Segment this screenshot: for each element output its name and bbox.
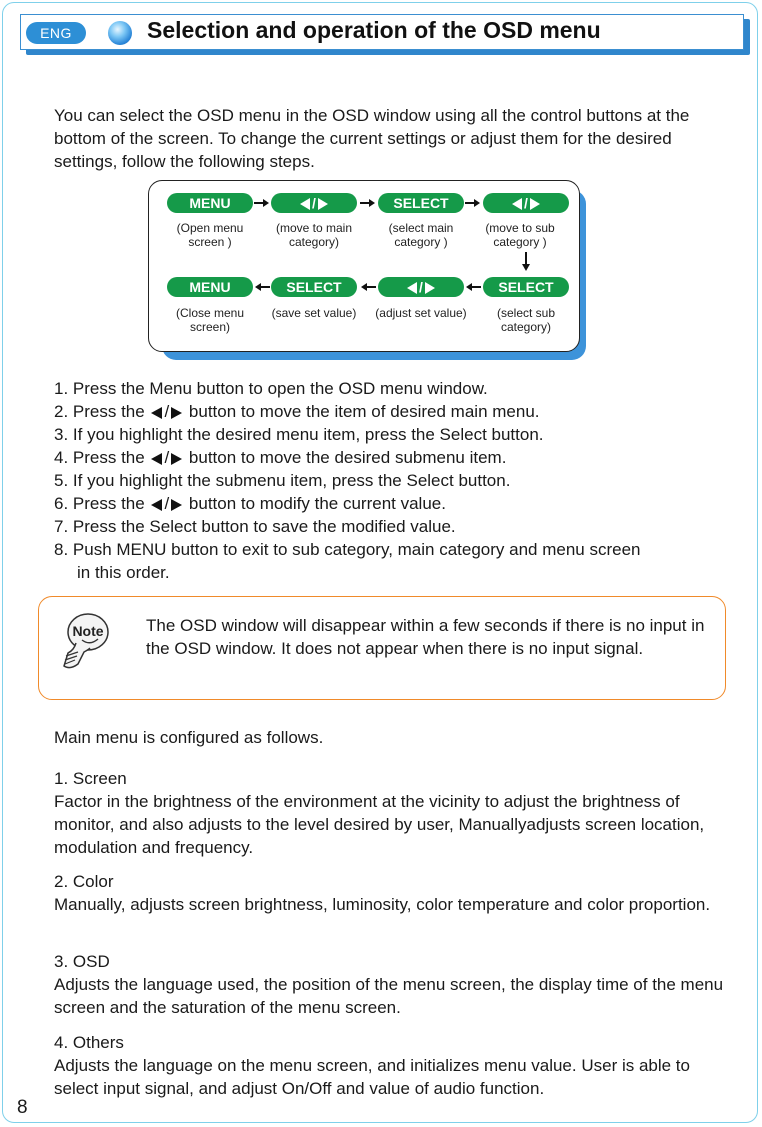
step-6	[54, 492, 641, 515]
step-text: button to move the item of desired main menu.	[188, 402, 540, 421]
note-text: The OSD window will disappear within a few seconds if there is no input in the OSD window. It does not appear when there is no input signal.	[146, 616, 705, 658]
flow-arrow-right-icon	[360, 197, 376, 209]
step-3: 3. If you highlight the desired menu item, press the Select button.	[54, 425, 544, 444]
title-bullet-icon	[108, 21, 132, 45]
flow-arrow-right-icon	[254, 197, 270, 209]
menu-item-title-others: 4. Others	[54, 1033, 124, 1052]
main-menu-intro: Main menu is configured as follows.	[54, 728, 324, 747]
caption-move-main: (move to main category)	[275, 221, 353, 249]
menu-item-title-screen: 1. Screen	[54, 769, 127, 788]
menu-item-desc-screen: Factor in the brightness of the environment at the vicinity to adjust the brightness of monitor, and also adjusts to the level desired by user, Manuallyadjusts screen location, modulation and frequency.	[54, 792, 705, 857]
step-8-continued: in this order.	[77, 563, 170, 582]
page-number: 8	[17, 1097, 28, 1118]
caption-select-sub: (select sub category)	[496, 306, 556, 334]
step-5: 5. If you highlight the submenu item, press the Select button.	[54, 471, 511, 490]
step-text: 2. Press the	[54, 402, 145, 421]
left-arrow-icon	[150, 498, 163, 512]
step-8: 8. Push MENU button to exit to sub category, main category and menu screen	[54, 540, 641, 559]
right-arrow-icon	[170, 452, 183, 466]
intro-paragraph: You can select the OSD menu in the OSD window using all the control buttons at the bottom of the screen. To change the current settings or adjust them for the desired settings, follow the following steps.	[54, 106, 690, 171]
flow-arrow-down-icon	[520, 252, 532, 272]
flow-arrow-left-icon	[465, 281, 481, 293]
menu-item-title-color: 2. Color	[54, 872, 114, 891]
page-title: Selection and operation of the OSD menu	[147, 17, 601, 43]
step-text: button to modify the current value.	[188, 494, 446, 513]
menu-item-desc-color: Manually, adjusts screen brightness, luminosity, color temperature and color proportion.	[54, 895, 711, 914]
select-save-pill: SELECT	[271, 277, 357, 297]
left-arrow-icon	[150, 452, 163, 466]
slash-text: /	[164, 402, 170, 421]
step-4	[54, 446, 641, 469]
menu-close-pill: MENU	[167, 277, 253, 297]
step-text: 4. Press the	[54, 448, 145, 467]
caption-move-sub: (move to sub category )	[485, 221, 555, 249]
caption-select-main: (select main category )	[388, 221, 454, 249]
left-right-pill-sub	[483, 193, 569, 213]
menu-item-desc-others: Adjusts the language on the menu screen, and initializes menu value. User is able to select input signal, and adjust On/Off and value of audio function.	[54, 1056, 690, 1098]
menu-item-desc-osd: Adjusts the language used, the position of the menu screen, the display time of the menu screen and the saturation of the menu screen.	[54, 975, 724, 1017]
right-arrow-icon	[423, 281, 437, 295]
step-text: 6. Press the	[54, 494, 145, 513]
right-arrow-icon	[316, 197, 330, 211]
right-arrow-icon	[170, 406, 183, 420]
menu-item-title-osd: 3. OSD	[54, 952, 110, 971]
step-2	[54, 400, 641, 423]
steps-list	[54, 377, 641, 584]
select-main-pill: SELECT	[378, 193, 464, 213]
step-7: 7. Press the Select button to save the modified value.	[54, 517, 456, 536]
left-arrow-icon	[150, 406, 163, 420]
caption-open-menu: (Open menu screen )	[176, 221, 244, 249]
svg-text:Note: Note	[72, 623, 104, 639]
slash-text: /	[164, 448, 170, 467]
caption-adjust-value: (adjust set value)	[375, 306, 467, 320]
caption-close-menu: (Close menu screen)	[175, 306, 245, 334]
right-arrow-icon	[170, 498, 183, 512]
select-sub-pill: SELECT	[483, 277, 569, 297]
language-badge: ENG	[26, 22, 86, 44]
step-1: 1. Press the Menu button to open the OSD menu window.	[54, 379, 488, 398]
left-right-pill-main	[271, 193, 357, 213]
flow-arrow-left-icon	[360, 281, 376, 293]
flow-arrow-left-icon	[254, 281, 270, 293]
right-arrow-icon	[528, 197, 542, 211]
left-arrow-icon	[510, 197, 524, 211]
slash-text: /	[419, 279, 423, 295]
caption-save-value: (save set value)	[271, 306, 357, 320]
left-arrow-icon	[298, 197, 312, 211]
slash-text: /	[164, 494, 170, 513]
step-text: button to move the desired submenu item.	[188, 448, 507, 467]
left-right-pill-adjust	[378, 277, 464, 297]
flow-arrow-right-icon	[465, 197, 481, 209]
slash-text: /	[524, 195, 528, 211]
left-arrow-icon	[405, 281, 419, 295]
note-lightbulb-icon	[54, 606, 120, 672]
slash-text: /	[312, 195, 316, 211]
menu-open-pill: MENU	[167, 193, 253, 213]
